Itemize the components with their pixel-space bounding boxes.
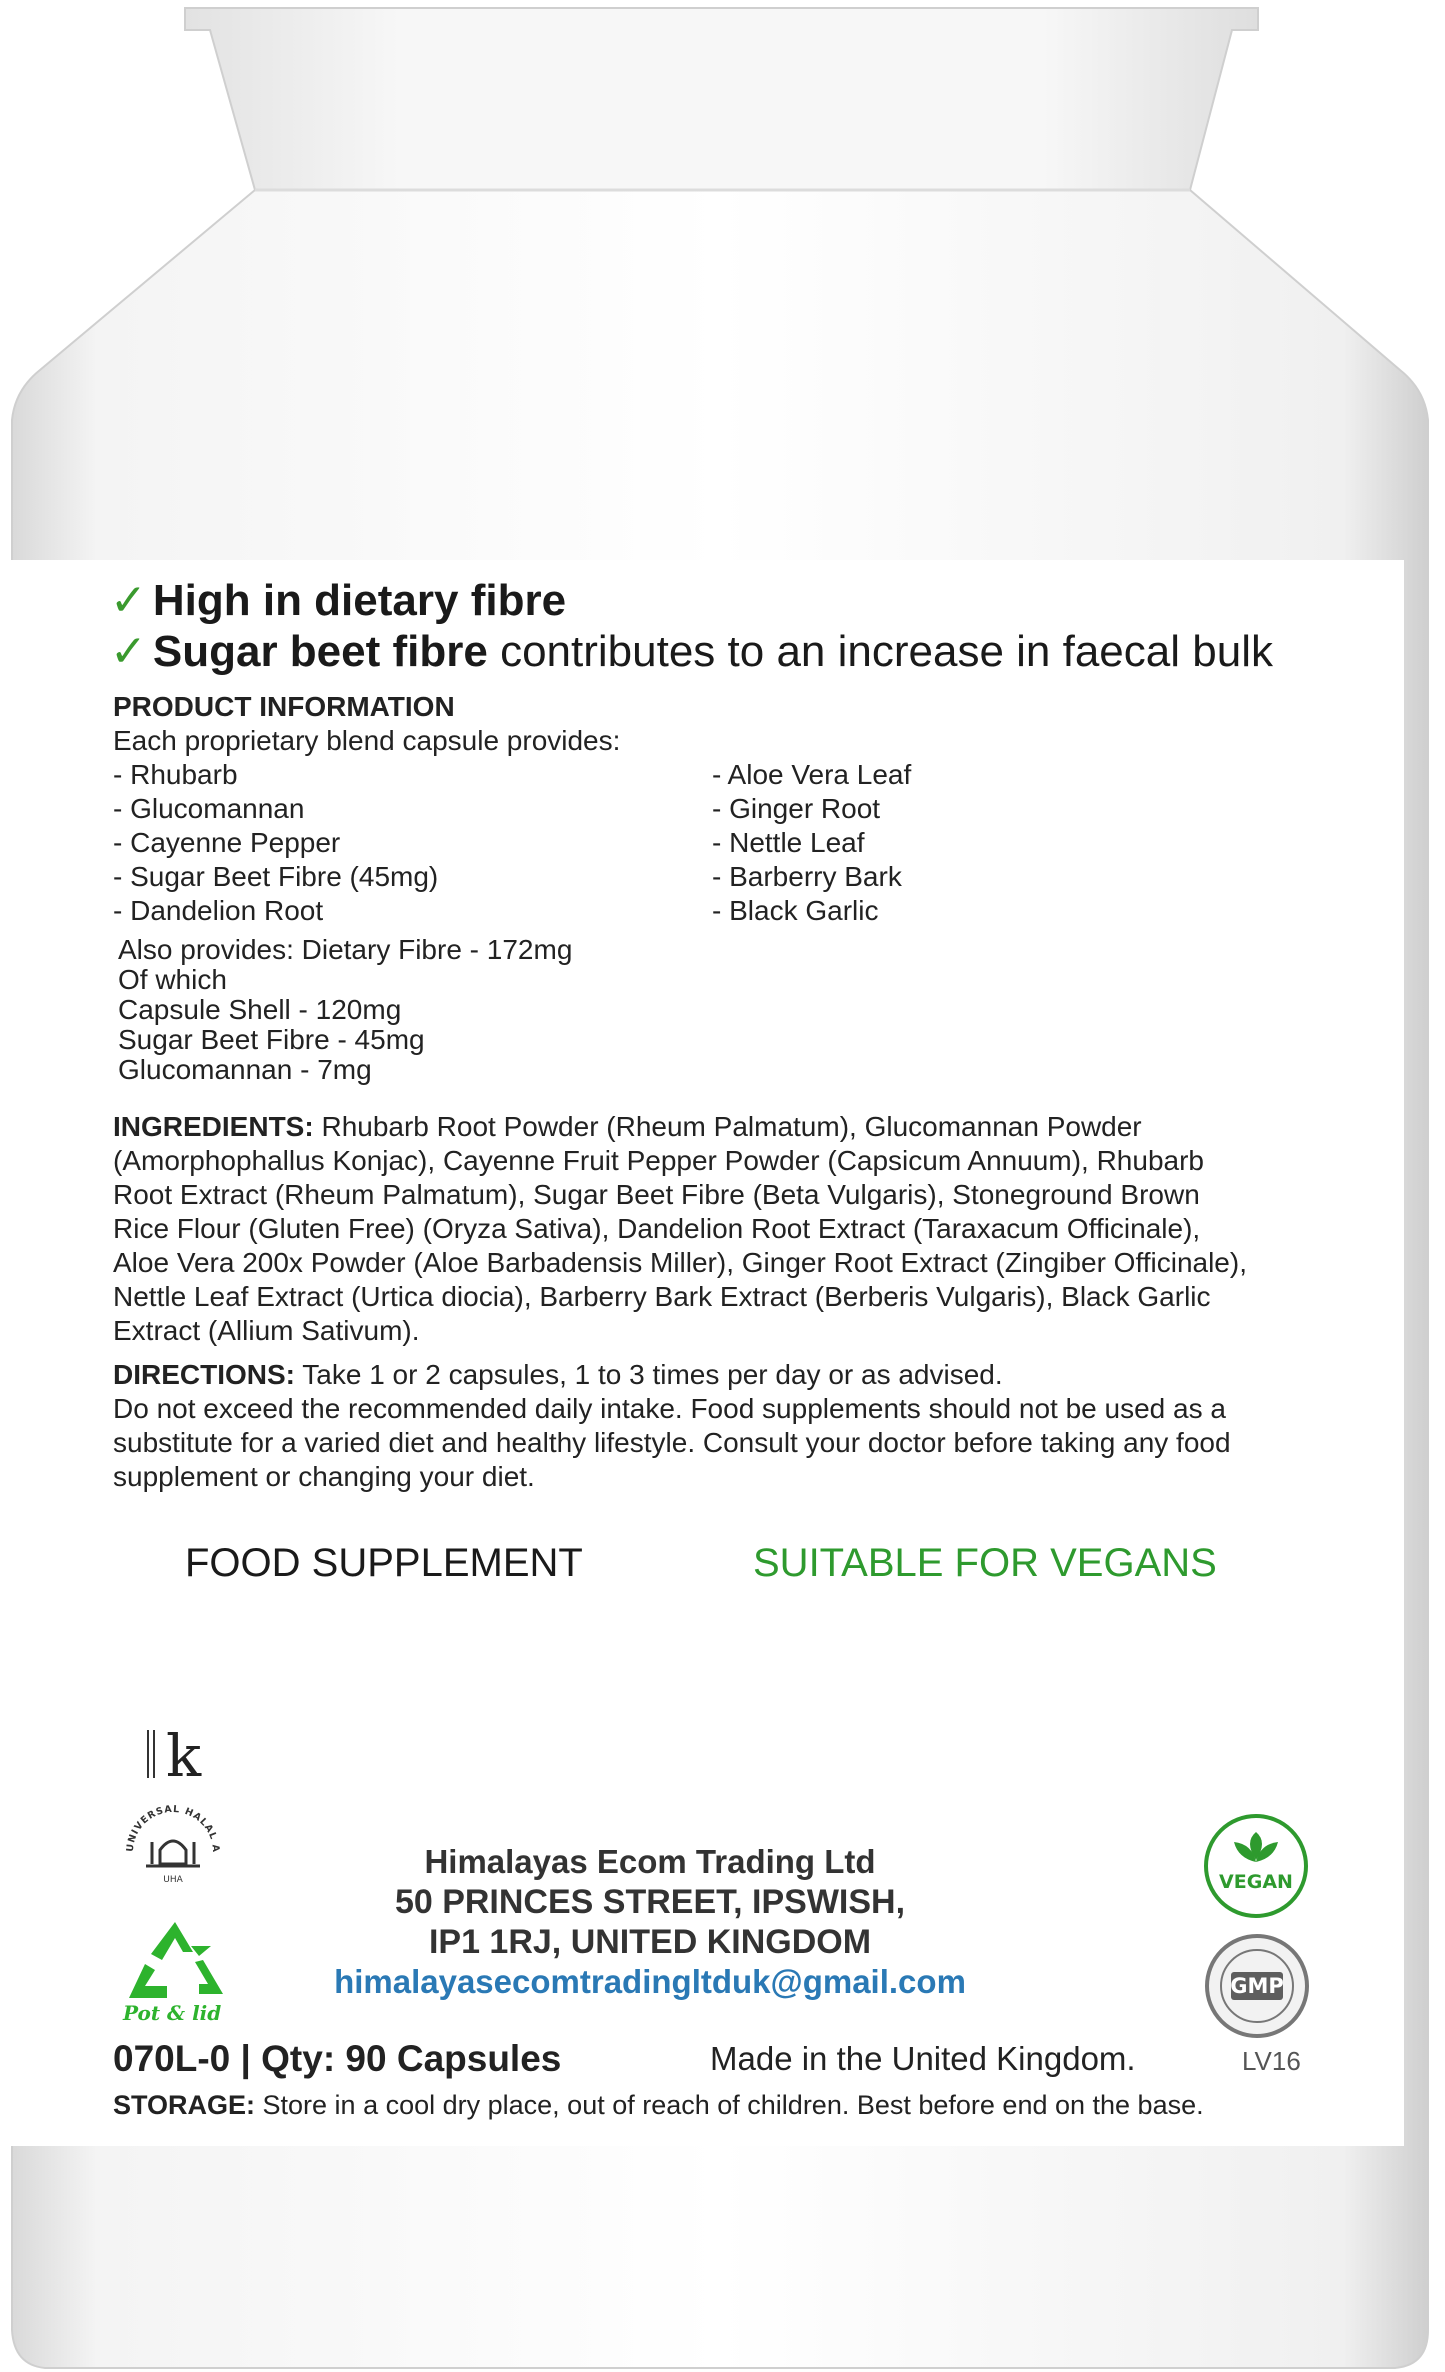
product-label [10,560,1404,2146]
halal-mosque-icon [118,1792,228,1902]
product-info-heading: PRODUCT INFORMATION [113,691,455,722]
claim-sugar-beet: ✓ Sugar beet fibre contributes to an increase in faecal bulk [110,626,1273,677]
product-info-intro: Each proprietary blend capsule provides: [113,725,621,756]
suitable-for-vegans-text: SUITABLE FOR VEGANS [753,1541,1217,1585]
list-item: - Nettle Leaf [712,827,865,858]
list-item: - Aloe Vera Leaf [712,759,912,790]
blend-list-right [712,758,911,928]
gmp-seal-icon [1203,1932,1311,2040]
also-provides [118,935,572,1085]
list-item: - Sugar Beet Fibre (45mg) [113,861,439,892]
recycle-icon [115,1916,235,2028]
list-item: - Glucomannan [113,793,305,824]
claim-dietary-fibre: ✓ High in dietary fibre [110,575,567,626]
storage-label: STORAGE: [113,2090,256,2120]
checkmark-icon: ✓ [110,626,147,677]
email-address: himalayasecomtradingltduk@gmail.com [334,1963,966,2000]
svg-text:Pot & lid: Pot & lid [123,2001,222,2025]
svg-text:UNIVERSAL HALAL AUTHORITY: UNIVERSAL HALAL A [124,1803,222,1853]
vegan-leaf-icon [1202,1812,1310,1920]
directions: DIRECTIONS: Take 1 or 2 capsules, 1 to 3 times per day or as advised. Do not exceed the recommended daily intake. Food supplements should not be used as a substitute for a varied diet and healthy lifestyle. Consult your doctor before taking any food supplement or changing your diet. [113,1359,1231,1492]
ingredients-label: INGREDIENTS: [113,1111,314,1142]
list-item: - Ginger Root [712,793,881,824]
street-line: 50 PRINCES STREET, IPSWISH, [394,1883,906,1921]
list-item: - Cayenne Pepper [113,827,341,858]
blend-list-left [113,758,438,928]
ingredients: INGREDIENTS: Rhubarb Root Powder (Rheum Palmatum), Glucomannan Powder (Amorphophallus Konjac), Cayenne Fruit Pepper Powder (Capsicum Annuum), Rhubarb Root Extract (Rheum Palmatum), Sugar Beet Fibre (Beta Vulgaris), Stoneground Brown Rice Flour (Gluten Free) (Oryza Sativa), Dandelion Root Extract (Taraxacum Officinale), Aloe Vera 200x Powder (Aloe Barbadensis Miller), Ginger Root Extract (Zingiber Officinale), Nettle Leaf Extract (Urtica diocia), Barberry Bark Extract (Berberis Vulgaris), Black Garlic Extract (Allium Sativum). [113,1111,1247,1346]
code-quantity: 070L-0 | Qty: 90 Capsules [113,2038,562,2079]
svg-text:GMP: GMP [1230,1974,1284,1998]
k-mark-text: k [166,1722,202,1790]
list-item: - Barberry Bark [712,861,902,892]
city-line: IP1 1RJ, UNITED KINGDOM [428,1923,872,1961]
list-item: - Black Garlic [712,895,879,926]
lv-code: LV16 [1242,2046,1301,2076]
list-item: - Dandelion Root [113,895,324,926]
also-line: Of which [118,964,227,995]
directions-label: DIRECTIONS: [113,1359,295,1390]
also-line: Capsule Shell - 120mg [118,994,402,1025]
also-line: Glucomannan - 7mg [118,1054,372,1085]
company-name: Himalayas Ecom Trading Ltd [424,1843,876,1880]
svg-text:UHA: UHA [163,1875,183,1885]
made-in-uk: Made in the United Kingdom. [710,2040,1136,2077]
also-line: Also provides: Dietary Fibre - 172mg [118,934,573,965]
kosher-k-icon [130,1720,210,1790]
food-supplement-text: FOOD SUPPLEMENT [185,1541,583,1585]
checkmark-icon: ✓ [110,575,147,626]
svg-text:VEGAN: VEGAN [1219,1871,1293,1893]
list-item: - Rhubarb [113,759,238,790]
also-line: Sugar Beet Fibre - 45mg [118,1024,425,1055]
bottle-cap [185,8,1258,190]
storage-info: STORAGE: Store in a cool dry place, out of reach of children. Best before end on the base. [113,2090,1204,2120]
company-address [280,1842,1020,2002]
